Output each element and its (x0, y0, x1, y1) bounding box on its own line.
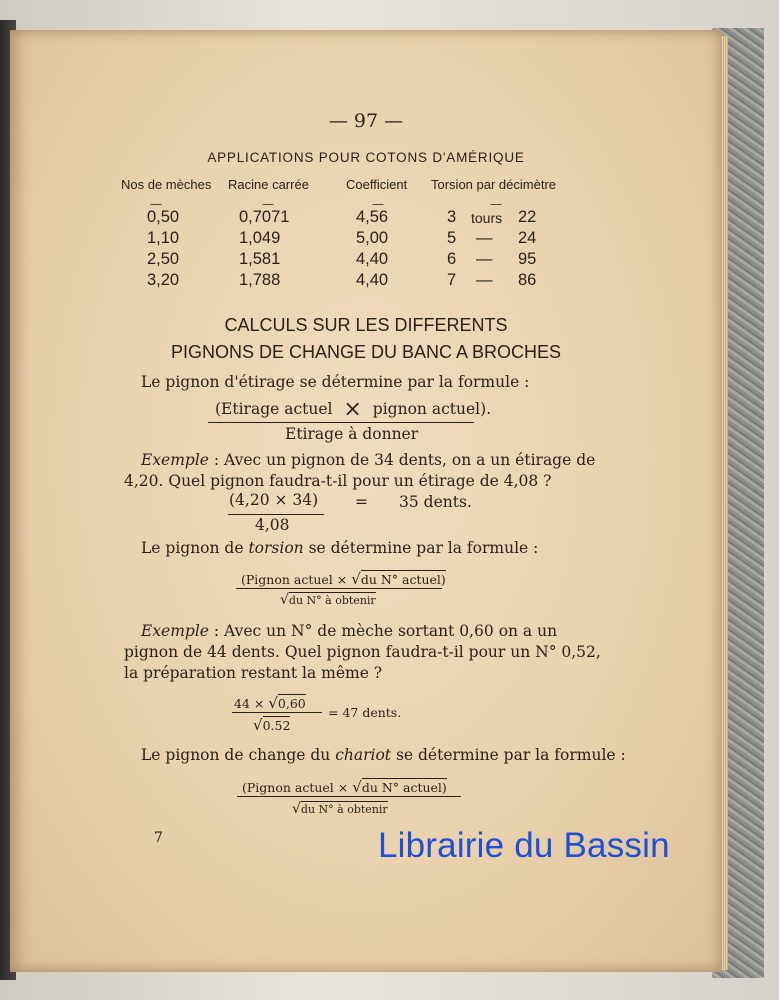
cell-unit: tours (471, 210, 503, 226)
etirage-formula-numerator (215, 397, 491, 422)
etirage-formula-denominator: Etirage à donner (285, 425, 419, 443)
cell-torsion: 5 (447, 229, 457, 247)
cell-torsion: 3 (447, 208, 457, 226)
formula-term: 0,60 (277, 696, 306, 711)
cell-unit: — (476, 229, 493, 247)
radical-sign: √ (280, 592, 289, 608)
chariot-intro (141, 746, 626, 764)
example-label: Exemple (141, 451, 209, 469)
header-mark: — (150, 197, 162, 211)
torsion-calc-numerator (234, 694, 306, 712)
cell-meche: 3,20 (147, 271, 180, 289)
intro-text: se détermine par la formule : (391, 746, 626, 764)
cell-racine: 1,788 (239, 271, 281, 289)
etirage-calc-equals: = (355, 493, 368, 511)
fraction-bar (228, 514, 324, 515)
etirage-calc-result: 35 dents. (399, 493, 472, 511)
fraction-bar (232, 712, 322, 713)
watermark: Librairie du Bassin (378, 826, 670, 865)
fraction-bar (237, 796, 461, 797)
section-title-line1: CALCULS SUR LES DIFFERENTS (224, 315, 508, 335)
formula-term: 0.52 (262, 718, 291, 733)
formula-term: du N° actuel) (361, 780, 447, 795)
intro-italic: torsion (248, 539, 304, 557)
radical-sign: √ (352, 778, 362, 796)
torsion-formula-numerator (241, 570, 446, 588)
torsion-formula-denominator (280, 592, 376, 608)
intro-italic: chariot (335, 746, 392, 764)
cell-coefficient: 5,00 (356, 229, 389, 247)
chariot-formula-numerator (242, 778, 447, 796)
torsion-calc-denominator (253, 716, 290, 734)
formula-term: du N° actuel) (360, 572, 446, 587)
example-text: : Avec un pignon de 34 dents, on a un étirage de (208, 451, 596, 469)
radical-sign: √ (351, 570, 361, 588)
cell-value: 95 (518, 250, 537, 268)
torsion-example-line2: pignon de 44 dents. Quel pignon faudra-t-il pour un N° 0,52, (124, 643, 601, 661)
cell-coefficient: 4,40 (356, 271, 389, 289)
formula-term: (Pignon actuel × (242, 780, 349, 795)
signature-mark: 7 (154, 830, 163, 846)
formula-term: du N° à obtenir (288, 594, 376, 607)
cell-racine: 1,581 (239, 250, 281, 268)
header-mark: — (372, 197, 384, 211)
table-heading: APPLICATIONS POUR COTONS D'AMÉRIQUE (207, 150, 525, 165)
cell-value: 86 (518, 271, 537, 289)
radical-sign: √ (268, 694, 278, 712)
header-mark: — (490, 197, 502, 211)
cell-torsion: 7 (447, 271, 457, 289)
cell-unit: — (476, 271, 493, 289)
example-text: : Avec un N° de mèche sortant 0,60 on a un (208, 622, 558, 640)
formula-term: (Pignon actuel × (241, 572, 348, 587)
formula-term: 44 × (234, 696, 265, 711)
cell-value: 22 (518, 208, 537, 226)
etirage-calc-denominator: 4,08 (255, 516, 290, 534)
cell-coefficient: 4,56 (356, 208, 389, 226)
cell-racine: 0,7071 (239, 208, 290, 226)
cell-unit: — (476, 250, 493, 268)
formula-term: pignon actuel). (372, 400, 492, 418)
radical-sign: √ (292, 801, 301, 817)
torsion-calc-result: = 47 dents. (328, 705, 402, 720)
cell-meche: 0,50 (147, 208, 180, 226)
column-header-racine: Racine carrée (228, 177, 309, 192)
cell-value: 24 (518, 229, 537, 247)
cell-racine: 1,049 (239, 229, 281, 247)
column-header-coefficient: Coefficient (346, 177, 408, 192)
torsion-example-line1 (141, 622, 557, 640)
cell-meche: 2,50 (147, 250, 180, 268)
radical-sign: √ (253, 716, 263, 734)
etirage-calc-numerator: (4,20 × 34) (229, 491, 319, 509)
page-number: — 97 — (328, 110, 404, 132)
formula-term: du N° à obtenir (300, 803, 388, 816)
example-label: Exemple (141, 622, 209, 640)
header-mark: — (262, 197, 274, 211)
fraction-bar (208, 422, 474, 423)
torsion-example-line3: la préparation restant la même ? (124, 664, 383, 682)
formula-term: (Etirage actuel (215, 400, 333, 418)
intro-text: Le pignon de change du (141, 746, 336, 764)
chariot-formula-denominator (292, 801, 388, 817)
column-header-meches: Nos de mèches (121, 177, 212, 192)
etirage-example-line2: 4,20. Quel pignon faudra-t-il pour un étirage de 4,08 ? (124, 472, 552, 490)
section-title-line2: PIGNONS DE CHANGE DU BANC A BROCHES (170, 342, 562, 362)
column-header-torsion: Torsion par décimètre (431, 177, 556, 192)
cell-coefficient: 4,40 (356, 250, 389, 268)
etirage-intro: Le pignon d'étirage se détermine par la formule : (141, 373, 530, 391)
torsion-intro (141, 539, 538, 557)
times-sign: × (343, 397, 362, 422)
fraction-bar (236, 588, 442, 589)
intro-text: se détermine par la formule : (303, 539, 539, 557)
cell-meche: 1,10 (147, 229, 180, 247)
intro-text: Le pignon de (141, 539, 249, 557)
cell-torsion: 6 (447, 250, 457, 268)
etirage-example-line1 (141, 451, 595, 469)
